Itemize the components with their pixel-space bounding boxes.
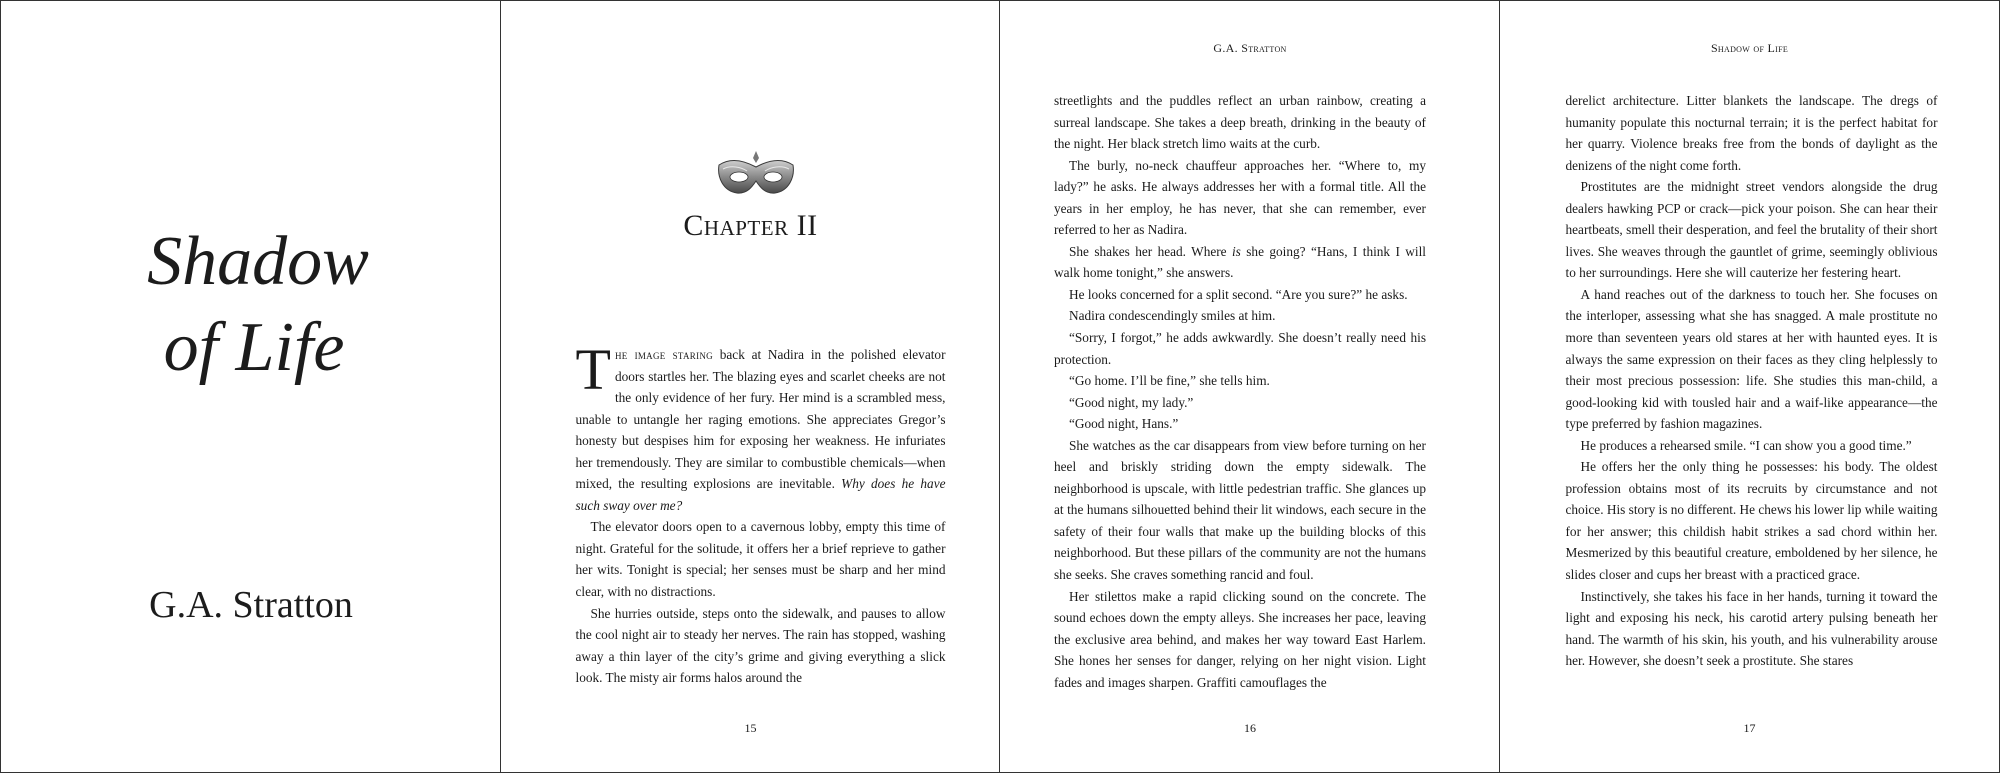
paragraph: Prostitutes are the midnight street vendors alongside the drug dealers hawking PCP or crack—pick your poison. She can hear their heartbeats, smell their desperation, and feel the brutality of their short lives. She weaves through the gauntlet of grime, seemingly oblivious to her surroundings. Here she will cauterize her festering heart. bbox=[1565, 179, 1938, 281]
text-run: she going? “Hans, I think I will walk home tonight,” she answers. bbox=[1054, 243, 1426, 281]
paragraph bbox=[1054, 241, 1426, 284]
running-head-author: G.A. Stratton bbox=[1213, 41, 1287, 55]
page-16 bbox=[1000, 1, 1500, 772]
paragraph: She watches as the car disappears from view before turning on her heel and briskly striding down the empty sidewalk. The neighborhood is upscale, with little pedestrian traffic. She glances up at the humans silhouetted behind their lit windows, each secure in the safety of their four walls that make up the building blocks of this neighborhood. But these pillars of the community are not the humans she seeks. She craves something rancid and foul. bbox=[1054, 437, 1426, 583]
paragraph: The burly, no-neck chauffeur approaches her. “Where to, my lady?” he asks. He always addresses her with a formal title. All the years in her employ, he has never, that she can remember, ever referred to her as Nadira. bbox=[1054, 157, 1426, 238]
text-run: She shakes her head. Where bbox=[1069, 243, 1232, 259]
running-head-title: Shadow of Life bbox=[1710, 41, 1789, 55]
paragraph: He produces a rehearsed smile. “I can show you a good time.” bbox=[1580, 437, 1912, 453]
paragraph: The elevator doors open to a cavernous lobby, empty this time of night. Grateful for the solitude, it offers her a brief reprieve to gather her wits. Tonight is special; her senses must be sharp and her mind clear, with no distractions. bbox=[575, 519, 946, 600]
paragraph: He looks concerned for a split second. “Are you sure?” he asks. bbox=[1069, 286, 1408, 302]
paragraph: “Good night, Hans.” bbox=[1069, 416, 1179, 432]
paragraph: derelict architecture. Litter blankets the landscape. The dregs of humanity populate this nocturnal terrain; it is the perfect habitat for her quarry. Violence breaks free from the bonds of daylight as the denizens of the night come forth. bbox=[1565, 93, 1938, 173]
book-title-line-1: Shadow bbox=[147, 223, 369, 300]
page-17 bbox=[1500, 1, 2000, 772]
paragraph: She hurries outside, steps onto the sidewalk, and pauses to allow the cool night air to steady her nerves. The rain has stopped, washing away a thin layer of the city’s grime and giving everything a slick look. The misty air forms halos around the bbox=[575, 605, 946, 686]
chapter-title: Chapter II bbox=[683, 209, 818, 242]
page-number: 17 bbox=[1743, 721, 1756, 735]
lead-italic: Why does he have such sway over me? bbox=[575, 476, 946, 513]
book-title bbox=[1, 219, 501, 391]
paragraph: A hand reaches out of the darkness to touch her. She focuses on the interloper, assessing what she has snagged. A male prostitute no more than seventeen years old stares at her with haunted eyes. It is always the same expression on their faces as they cling helplessly to their most precious possession: life. She studies this man-child, a good-looking kid with tousled hair and a waif-like appearance—the type preferred by fashion magazines. bbox=[1565, 286, 1938, 432]
page-number: 16 bbox=[1244, 721, 1256, 735]
page-16-body bbox=[1054, 90, 1426, 693]
venetian-mask-icon bbox=[713, 147, 799, 201]
italic-run: is bbox=[1231, 243, 1241, 259]
paragraph: “Go home. I’ll be fine,” she tells him. bbox=[1069, 373, 1270, 389]
drop-cap: T bbox=[575, 337, 611, 402]
paragraph: Instinctively, she takes his face in her hands, turning it toward the light and exposing his neck, his carotid artery pulsing beneath her hand. The warmth of his skin, his youth, and his vulnerability arouse her. However, she doesn’t seek a prostitute. She stares bbox=[1565, 588, 1938, 669]
paragraph: Nadira condescendingly smiles at him. bbox=[1069, 308, 1276, 324]
page-15 bbox=[501, 1, 1001, 772]
paragraph: “Sorry, I forgot,” he adds awkwardly. She doesn’t really need his protection. bbox=[1054, 330, 1426, 367]
lead-text: back at Nadira in the polished elevator doors startles her. The blazing eyes and scarlet cheeks are not the only evidence of her fury. Her mind is a scrambled mess, unable to untangle her raging emotions. She appreciates Gregor’s honesty but despises him for exposing her weakness. He infuriates her tremendously. They are similar to combustible chemicals—when mixed, the resulting explosions are inevitable. bbox=[575, 347, 946, 492]
page-17-body bbox=[1566, 90, 1938, 672]
paragraph: streetlights and the puddles reflect an urban rainbow, creating a surreal landscape. She takes a deep breath, drinking in the beauty of the night. Her black stretch limo waits at the curb. bbox=[1054, 93, 1426, 152]
paragraph: “Good night, my lady.” bbox=[1069, 394, 1194, 410]
page-15-body bbox=[575, 337, 946, 689]
book-title-line-2: of Life bbox=[163, 309, 345, 386]
opening-paragraph bbox=[575, 337, 946, 516]
page-number: 15 bbox=[744, 721, 757, 735]
author-name: G.A. Stratton bbox=[149, 584, 353, 626]
paragraph: Her stilettos make a rapid clicking sound on the concrete. The sound echoes down the empty alleys. She increases her pace, leaving the exclusive area behind, and makes her way toward East Harlem. She hones her senses for danger, relying on her night vision. Light fades and images sharpen. Graffiti camouflages the bbox=[1054, 588, 1426, 690]
paragraph: He offers her the only thing he possesses: his body. The oldest profession obtains most of its recruits by circumstance and not choice. His story is no different. He chews his lower lip while waiting for her answer; this childish habit strikes a sad chord within her. Mesmerized by this beautiful creature, emboldened by her silence, he slides closer and cups her breast with a practiced grace. bbox=[1565, 459, 1938, 583]
lead-smallcaps: he image staring bbox=[614, 347, 713, 362]
title-page bbox=[1, 1, 501, 772]
